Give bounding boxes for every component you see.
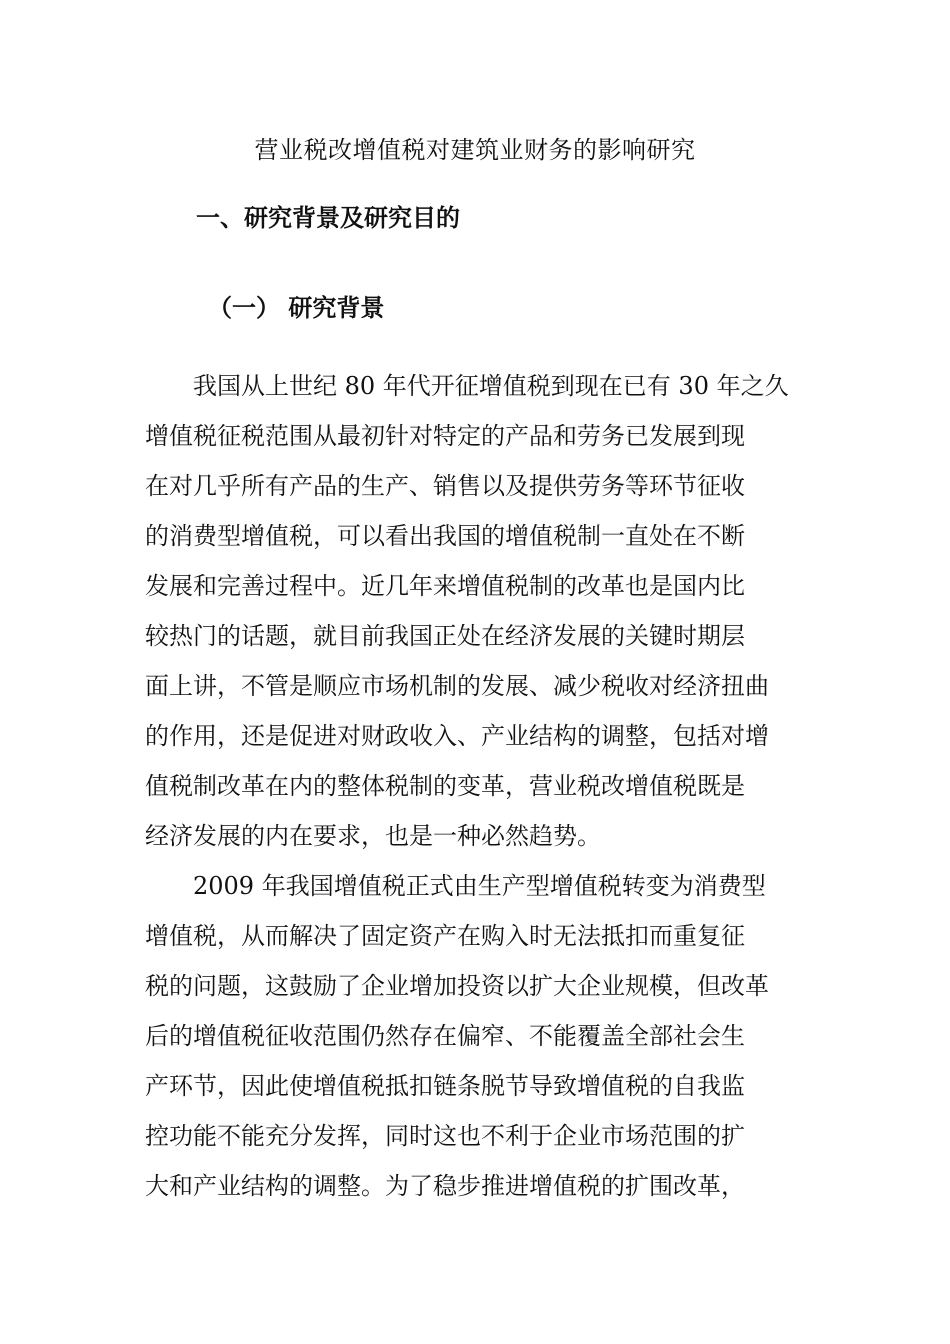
text-line: 的作用，还是促进对财政收入、产业结构的调整，包括对增 xyxy=(145,722,769,750)
text-line: 税的问题，这鼓励了企业增加投资以扩大企业规模，但改革 xyxy=(145,972,769,1000)
text-line: 增值税征税范围从最初针对特定的产品和劳务已发展到现 xyxy=(145,422,745,450)
text-line: 控功能不能充分发挥，同时这也不利于企业市场范围的扩 xyxy=(145,1122,745,1150)
text-line: 面上讲，不管是顺应市场机制的发展、减少税收对经济扭曲 xyxy=(145,672,769,700)
text-line: 发展和完善过程中。近几年来增值税制的改革也是国内比 xyxy=(145,572,745,600)
text-line: 较热门的话题，就目前我国正处在经济发展的关键时期层 xyxy=(145,622,745,650)
document-title: 营业税改增值税对建筑业财务的影响研究 xyxy=(254,136,696,164)
text-line: 经济发展的内在要求，也是一种必然趋势。 xyxy=(145,822,601,850)
text-line: 在对几乎所有产品的生产、销售以及提供劳务等环节征收 xyxy=(145,472,745,500)
paragraph-background-1 xyxy=(145,361,825,861)
text-line: 增值税，从而解决了固定资产在购入时无法抵扣而重复征 xyxy=(145,922,745,950)
subsection-heading: （一） 研究背景 xyxy=(208,293,385,322)
text-line: 值税制改革在内的整体税制的变革，营业税改增值税既是 xyxy=(145,772,745,800)
text-line: 我国从上世纪 80 年代开征增值税到现在已有 30 年之久 xyxy=(145,372,789,400)
text-line: 2009 年我国增值税正式由生产型增值税转变为消费型 xyxy=(145,872,766,900)
text-line: 产环节，因此使增值税抵扣链条脱节导致增值税的自我监 xyxy=(145,1072,745,1100)
text-line: 大和产业结构的调整。为了稳步推进增值税的扩围改革， xyxy=(145,1172,745,1200)
text-line: 后的增值税征收范围仍然存在偏窄、不能覆盖全部社会生 xyxy=(145,1022,745,1050)
paragraph-background-2 xyxy=(145,861,825,1211)
text-line: 的消费型增值税，可以看出我国的增值税制一直处在不断 xyxy=(145,522,745,550)
section-heading: 一、研究背景及研究目的 xyxy=(196,203,460,232)
